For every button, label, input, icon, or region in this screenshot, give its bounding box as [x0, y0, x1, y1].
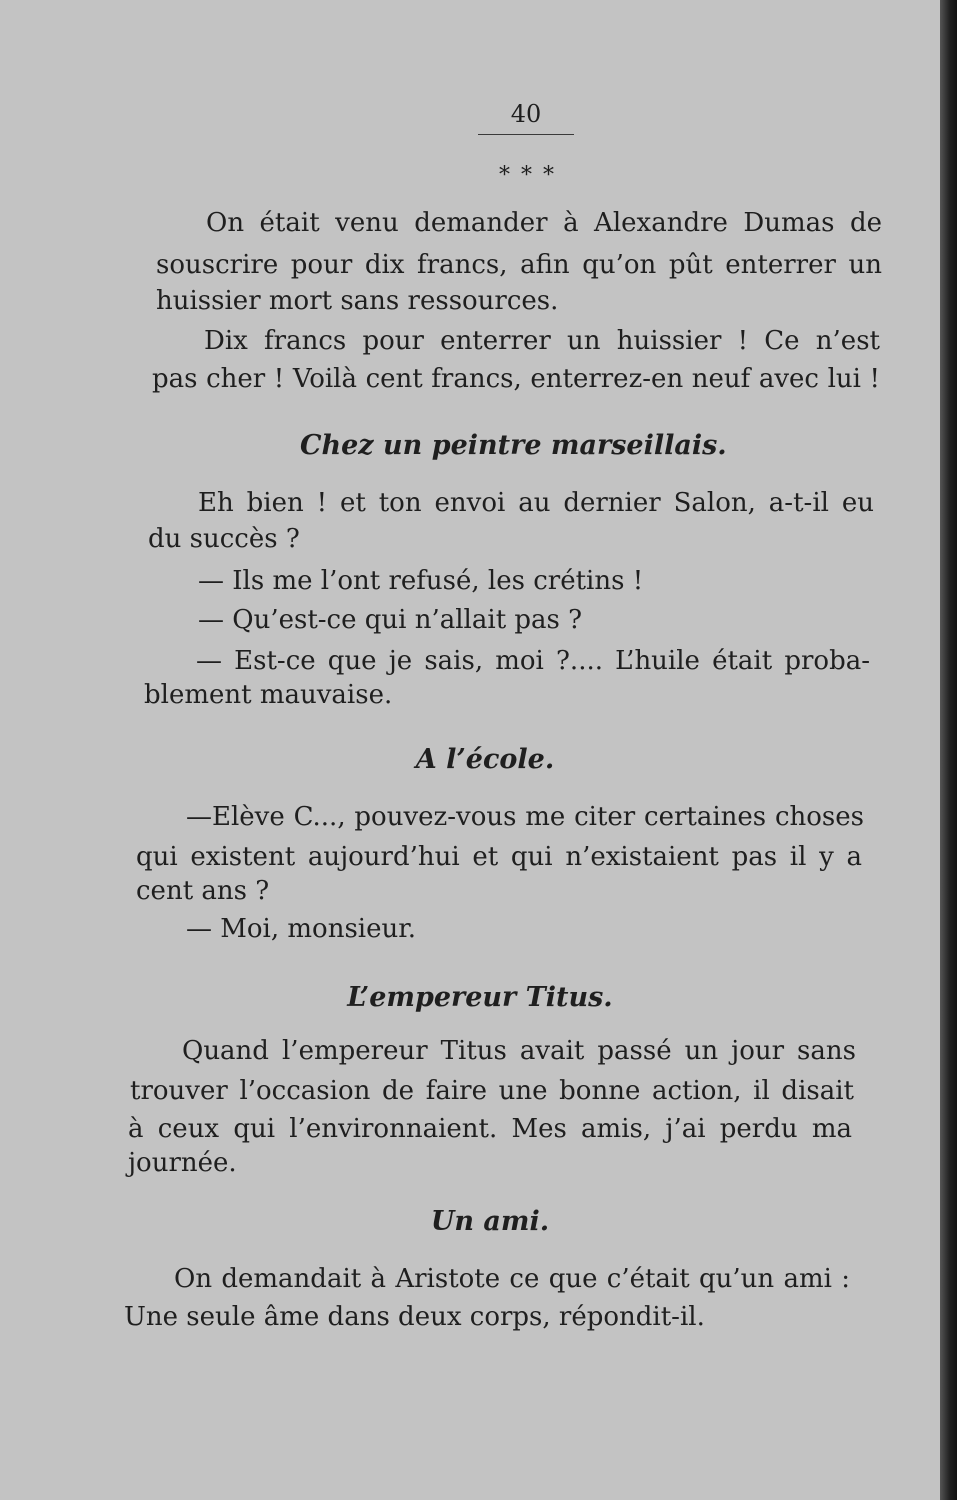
section-title: Chez un peintre marseillais. [300, 430, 727, 461]
dialogue-line: — Ils me l’ont refusé, les crétins ! [198, 566, 644, 596]
paragraph-line: Quand l’empereur Titus avait passé un jour sans [182, 1036, 856, 1066]
section-title: A l’école. [415, 744, 555, 775]
paragraph-line: à ceux qui l’environnaient. Mes amis, j’ai perdu ma [128, 1114, 852, 1144]
dialogue-line: —Elève C..., pouvez-vous me citer certaines choses [186, 802, 864, 832]
paragraph-line: qui existent aujourd’hui et qui n’existaient pas il y a [136, 842, 862, 872]
paragraph-line: On demandait à Aristote ce que c’était qu’un ami : [174, 1264, 850, 1294]
dialogue-line: — Est-ce que je sais, moi ?.... L’huile était proba- [196, 646, 870, 676]
paragraph-line: On était venu demander à Alexandre Dumas de [206, 208, 882, 238]
page-number: 40 [510, 100, 542, 128]
dialogue-line: — Moi, monsieur. [186, 914, 417, 944]
paragraph-line: souscrire pour dix francs, afin qu’on pût enterrer un [156, 250, 882, 280]
paragraph-line: Une seule âme dans deux corps, répondit-il. [124, 1302, 705, 1332]
section-title: Un ami. [430, 1206, 550, 1237]
paragraph-line: du succès ? [148, 524, 300, 554]
paragraph-line: huissier mort sans ressources. [156, 286, 559, 316]
paragraph-line: Dix francs pour enterrer un huissier ! Ce n’est [204, 326, 880, 356]
paragraph-line: journée. [128, 1148, 237, 1178]
paragraph-line: trouver l’occasion de faire une bonne action, il disait [130, 1076, 854, 1106]
section-title: L’empereur Titus. [347, 982, 613, 1013]
paragraph-line: Eh bien ! et ton envoi au dernier Salon, a-t-il eu [198, 488, 874, 518]
dialogue-line: — Qu’est-ce qui n’allait pas ? [198, 605, 583, 635]
header-rule [478, 134, 574, 135]
paragraph-line: pas cher ! Voilà cent francs, enterrez-en neuf avec lui ! [152, 364, 880, 394]
page-binding-edge [940, 0, 957, 1500]
paragraph-line: blement mauvaise. [144, 680, 393, 710]
paragraph-line: cent ans ? [136, 876, 270, 906]
section-separator: * * * [499, 163, 556, 188]
